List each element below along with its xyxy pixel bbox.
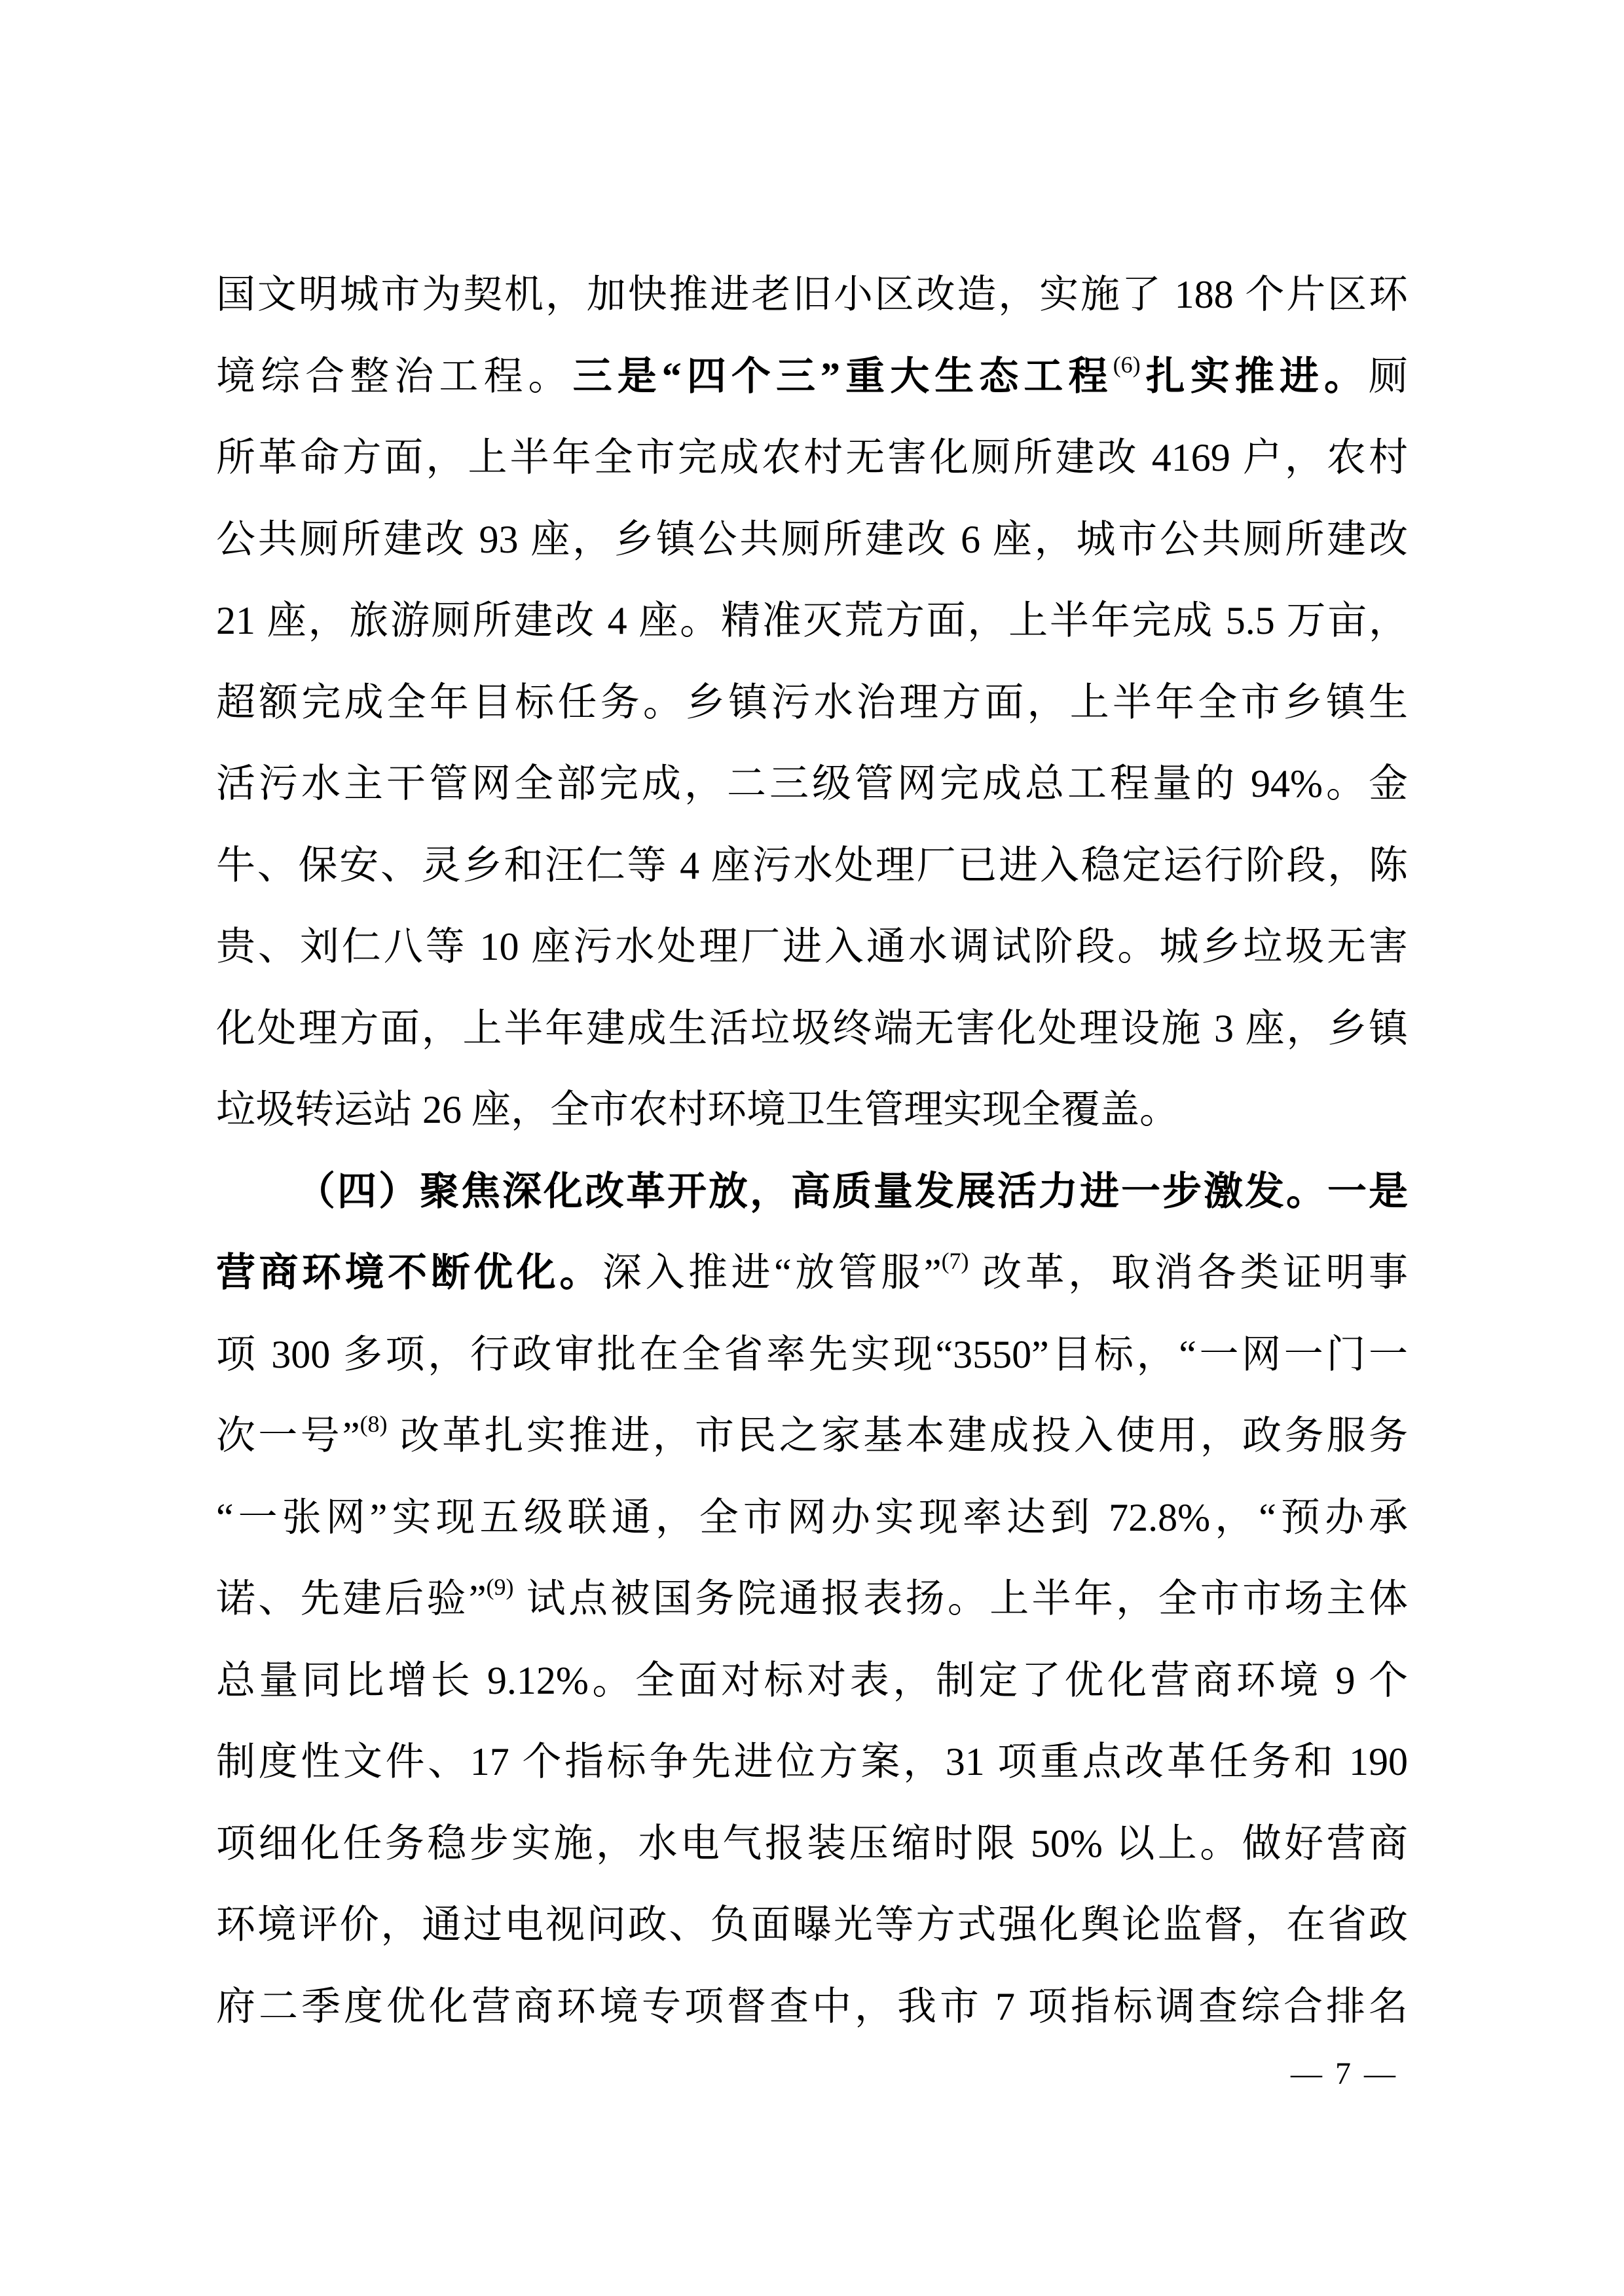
text-segment: 试点被国务院通报表扬。上半年，全市市场主体 xyxy=(513,1577,1408,1620)
text-line xyxy=(216,336,1408,418)
text-line xyxy=(216,1477,1408,1559)
text-segment: 化处理方面，上半年建成生活垃圾终端无害化处理设施 3 座，乡镇 xyxy=(216,1006,1408,1050)
text-segment: 扎实推进。 xyxy=(1140,354,1369,398)
text-segment: 总量同比增长 9.12%。全面对标对表，制定了优化营商环境 9 个 xyxy=(216,1658,1408,1702)
text-line xyxy=(216,1314,1408,1396)
footnote-ref: (8) xyxy=(360,1411,388,1437)
text-segment: 三是“四个三”重大生态工程 xyxy=(572,354,1113,398)
text-line xyxy=(216,1151,1408,1233)
text-line xyxy=(216,743,1408,825)
text-line xyxy=(216,988,1408,1070)
text-segment: 改革，取消各类证明事 xyxy=(969,1251,1409,1294)
text-line xyxy=(216,499,1408,581)
text-segment: 牛、保安、灵乡和汪仁等 4 座污水处理厂已进入稳定运行阶段，陈 xyxy=(216,843,1408,887)
text-segment: 公共厕所建改 93 座，乡镇公共厕所建改 6 座，城市公共厕所建改 xyxy=(216,517,1408,561)
text-line xyxy=(216,1640,1408,1722)
footnote-ref: (6) xyxy=(1113,351,1141,378)
text-line xyxy=(216,254,1408,336)
text-line xyxy=(216,1395,1408,1477)
text-segment: 改革扎实推进，市民之家基本建成投入使用，政务服务 xyxy=(387,1414,1408,1457)
text-line xyxy=(216,1069,1408,1151)
text-segment: 所革命方面，上半年全市完成农村无害化厕所建改 4169 户，农村 xyxy=(216,436,1408,479)
text-line xyxy=(216,1966,1408,2048)
text-segment: 21 座，旅游厕所建改 4 座。精准灭荒方面，上半年完成 5.5 万亩， xyxy=(216,599,1408,642)
text-line xyxy=(216,1721,1408,1803)
text-segment: 超额完成全年目标任务。乡镇污水治理方面，上半年全市乡镇生 xyxy=(216,680,1408,724)
page-number: — 7 — xyxy=(1291,2056,1398,2091)
text-segment: 项 300 多项，行政审批在全省率先实现“3550”目标，“一网一门一 xyxy=(216,1332,1408,1376)
text-line xyxy=(216,1232,1408,1314)
text-line xyxy=(216,825,1408,907)
text-segment: 次一号” xyxy=(216,1414,360,1457)
footnote-ref: (9) xyxy=(486,1574,514,1600)
footnote-ref: (7) xyxy=(941,1248,969,1274)
text-segment: 活污水主干管网全部完成，二三级管网完成总工程量的 94%。金 xyxy=(216,762,1408,805)
text-segment: 制度性文件、17 个指标争先进位方案，31 项重点改革任务和 190 xyxy=(216,1740,1408,1783)
text-line xyxy=(216,417,1408,499)
text-segment: 营商环境不断优化。 xyxy=(216,1251,602,1294)
text-segment: 境综合整治工程。 xyxy=(216,354,573,398)
text-segment: 国文明城市为契机，加快推进老旧小区改造，实施了 188 个片区环 xyxy=(216,273,1408,316)
text-line xyxy=(216,906,1408,988)
text-segment: （四）聚焦深化改革开放，高质量发展活力进一步激发。一是 xyxy=(296,1169,1408,1213)
text-segment: 贵、刘仁八等 10 座污水处理厂进入通水调试阶段。城乡垃圾无害 xyxy=(216,925,1408,968)
text-segment: 深入推进“放管服” xyxy=(602,1251,942,1294)
text-line xyxy=(216,1884,1408,1966)
text-segment: 项细化任务稳步实施，水电气报装压缩时限 50% 以上。做好营商 xyxy=(216,1821,1408,1865)
text-block xyxy=(216,254,1408,2047)
text-segment: 府二季度优化营商环境专项督查中，我市 7 项指标调查综合排名 xyxy=(216,1984,1408,2028)
text-segment: 厕 xyxy=(1369,354,1409,398)
text-line xyxy=(216,1558,1408,1640)
text-segment: 诺、先建后验” xyxy=(216,1577,487,1620)
text-line xyxy=(216,580,1408,662)
text-segment: 环境评价，通过电视问政、负面曝光等方式强化舆论监督，在省政 xyxy=(216,1903,1408,1946)
text-segment: 垃圾转运站 26 座，全市农村环境卫生管理实现全覆盖。 xyxy=(216,1088,1179,1131)
text-line xyxy=(216,1803,1408,1885)
text-line xyxy=(216,662,1408,744)
text-segment: “一张网”实现五级联通，全市网办实现率达到 72.8%，“预办承 xyxy=(216,1495,1408,1539)
